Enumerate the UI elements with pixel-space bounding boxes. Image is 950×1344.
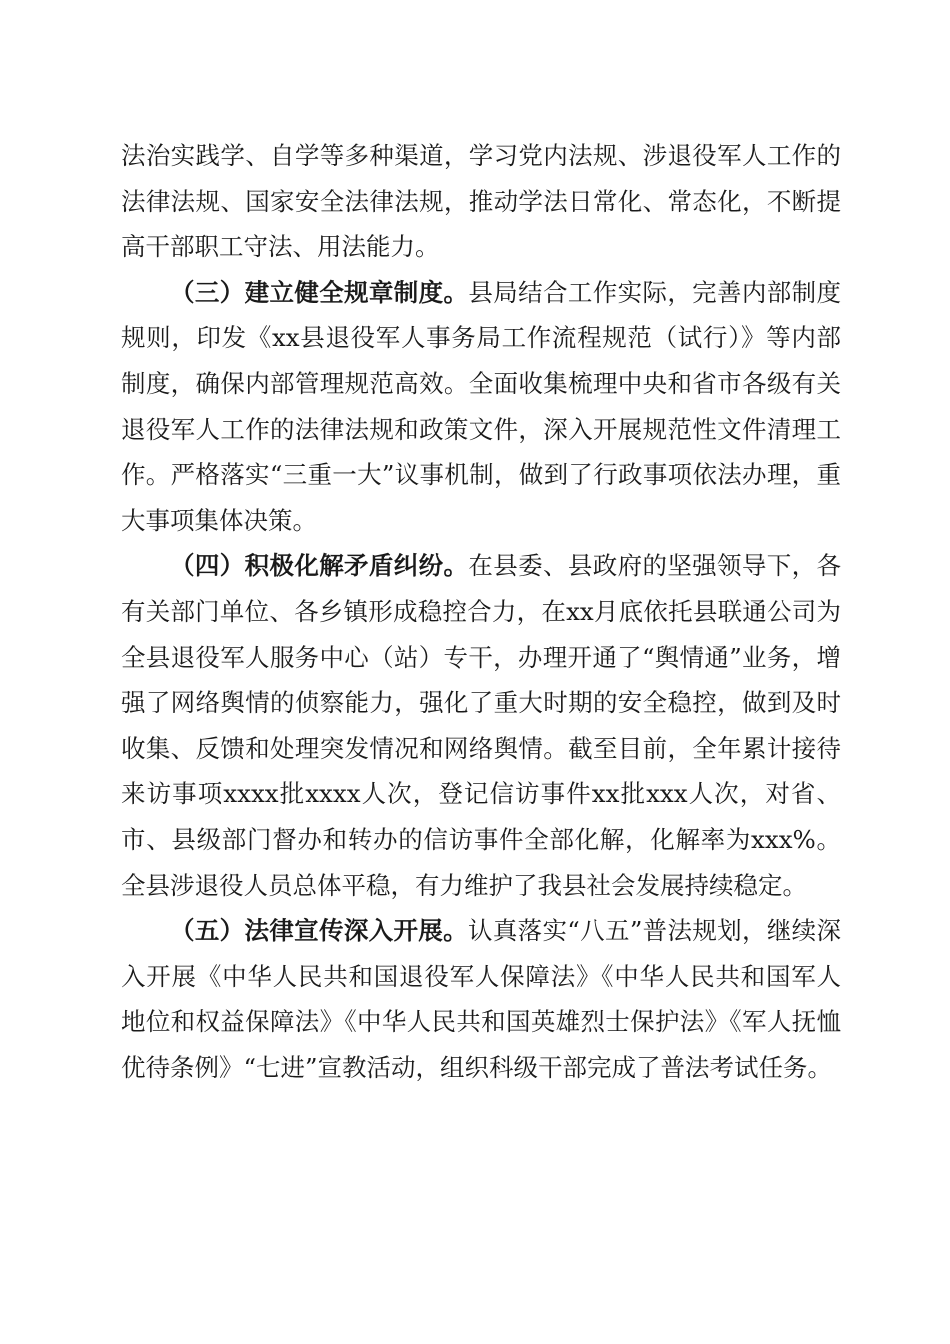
document-body <box>121 133 841 1090</box>
section-heading-regulations: （三）建立健全规章制度。 <box>170 277 469 307</box>
paragraph-body: 在县委、县政府的坚强领导下，各有关部门单位、各乡镇形成稳控合力，在xx月底依托县联通公司为全县退役军人服务中心（站）专干，办理开通了“舆情通”业务，增强了网络舆情的侦察能力，强化了重大时期的安全稳控，做到及时收集、反馈和处理突发情况和网络舆情。截至目前，全年累计接待来访事项xxxx批xxxx人次，登记信访事件xx批xxx人次，对省、市、县级部门督办和转办的信访事件全部化解，化解率为xxx%。全县涉退役人员总体平稳，有力维护了我县社会发展持续稳定。 <box>121 551 842 900</box>
section-heading-legal-publicity: （五）法律宣传深入开展。 <box>170 916 468 946</box>
paragraph-legal-publicity <box>121 908 841 1090</box>
section-heading-disputes: （四）积极化解矛盾纠纷。 <box>170 551 469 581</box>
paragraph-continuation <box>121 133 841 270</box>
paragraph-body: 法治实践学、自学等多种渠道，学习党内法规、涉退役军人工作的法律法规、国家安全法律法规，推动学法日常化、常态化，不断提高干部职工守法、用法能力。 <box>121 141 841 262</box>
paragraph-body: 认真落实“八五”普法规划，继续深入开展《中华人民共和国退役军人保障法》《中华人民共和国军人地位和权益保障法》《中华人民共和国英雄烈士保护法》《军人抚恤优待条例》“七进”宣教活动，组织科级干部完成了普法考试任务。 <box>121 916 841 1082</box>
paragraph-regulations <box>121 270 841 544</box>
paragraph-disputes <box>121 543 841 908</box>
paragraph-body: 县局结合工作实际，完善内部制度规则，印发《xx县退役军人事务局工作流程规范（试行）》等内部制度，确保内部管理规范高效。全面收集梳理中央和省市各级有关退役军人工作的法律法规和政策文件，深入开展规范性文件清理工作。严格落实“三重一大”议事机制，做到了行政事项依法办理，重大事项集体决策。 <box>121 277 842 535</box>
